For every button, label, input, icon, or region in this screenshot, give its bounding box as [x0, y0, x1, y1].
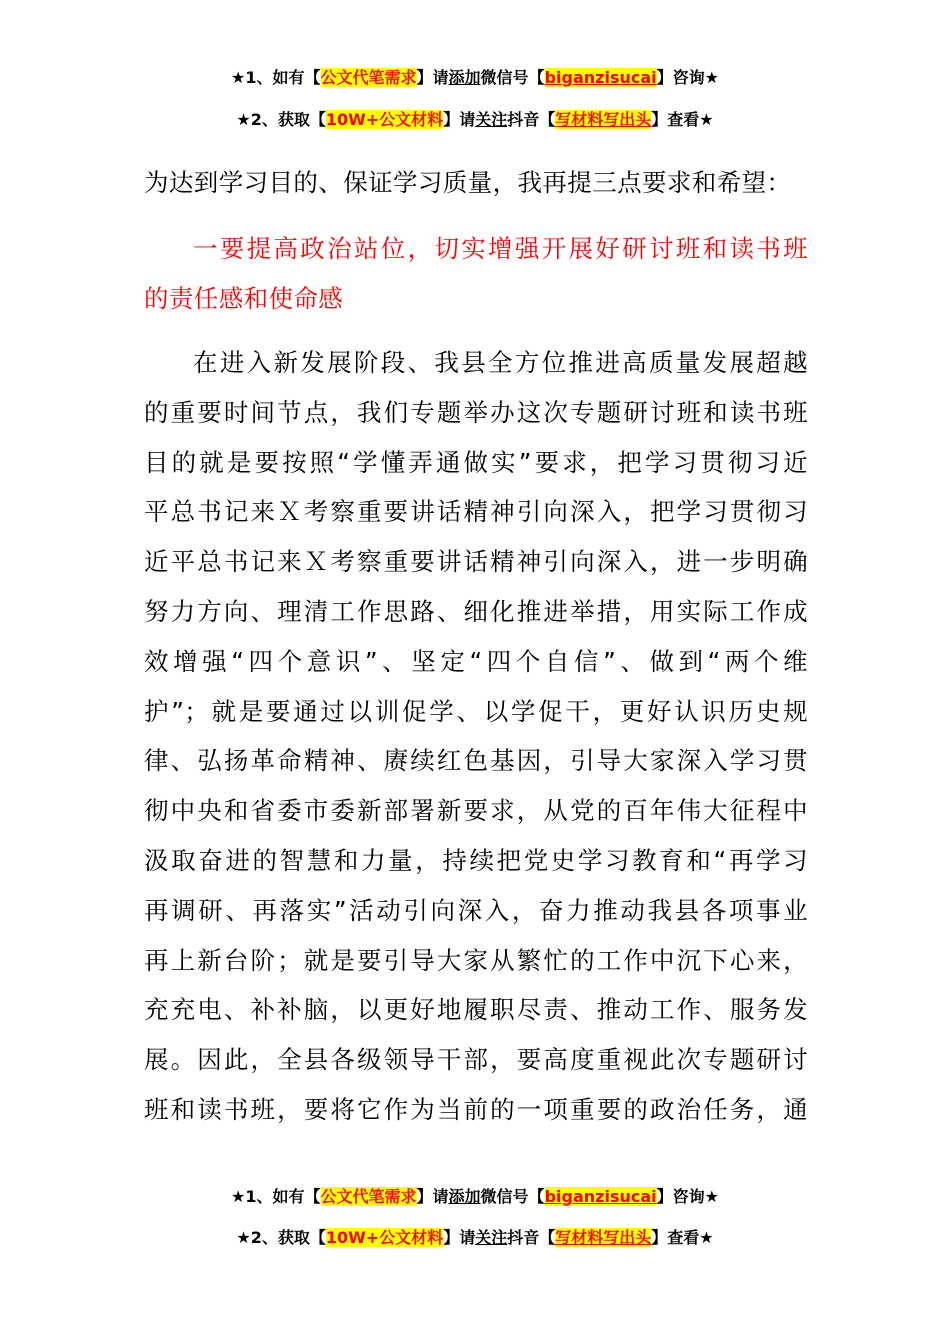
- banner-text: 】请: [443, 110, 476, 129]
- banner-underlined-text: 关注: [475, 110, 508, 129]
- intro-text: 为达到学习目的、保证学习质量，我再提三点要求和希望：: [144, 168, 792, 197]
- section-heading: [144, 224, 808, 324]
- banner-highlight: 10W+公文材料: [325, 110, 444, 129]
- banner-underlined-text: 关注: [475, 1228, 508, 1247]
- body-line: 展。因此，全县各级领导干部，要高度重视此次专题研讨: [144, 1045, 808, 1075]
- body-line: 的重要时间节点，我们专题举办这次专题研讨班和读书班: [144, 397, 808, 427]
- banner-highlight: 10W+公文材料: [325, 1228, 444, 1247]
- body-line: 平总书记来Ｘ考察重要讲话精神引向深入，把学习贯彻习: [144, 497, 808, 527]
- body-line: 律、弘扬革命精神、赓续红色基因，引导大家深入学习贯: [144, 746, 808, 776]
- banner-highlight: 公文代笔需求: [320, 68, 417, 87]
- banner-text: 】查看★: [651, 1228, 714, 1247]
- body-line: 汲取奋进的智慧和力量，持续把党史学习教育和“再学习: [144, 845, 808, 875]
- heading-line: 的责任感和使命感: [144, 283, 344, 313]
- body-line: 目的就是要按照“学懂弄通做实”要求，把学习贯彻习近: [144, 447, 808, 477]
- banner-text: 】请: [416, 1187, 449, 1206]
- banner-text: 】请: [443, 1228, 476, 1247]
- banner-text: ★2、获取【: [236, 110, 326, 129]
- body-line: 护”；就是要通过以训促学、以学促干，更好认识历史规: [144, 696, 808, 726]
- banner-text: ★2、获取【: [236, 1228, 326, 1247]
- banner-highlight: 公文代笔需求: [320, 1187, 417, 1206]
- heading-line: 一要提高政治站位，切实增强开展好研讨班和读书班: [193, 234, 808, 263]
- bottom-banner-line-2: [0, 1226, 950, 1250]
- banner-text: 】查看★: [651, 110, 714, 129]
- banner-text: 抖音【: [507, 1228, 556, 1247]
- body-line: 努力方向、理清工作思路、细化推进举措，用实际工作成: [144, 596, 808, 626]
- body-line: 在进入新发展阶段、我县全方位推进高质量发展超越: [193, 348, 808, 377]
- banner-text: 抖音【: [507, 110, 556, 129]
- banner-underlined-text: 添加: [448, 1187, 481, 1206]
- banner-text: 微信号【: [480, 1187, 545, 1206]
- banner-wechat-id: biganzisucai: [544, 68, 657, 87]
- banner-text: 】请: [416, 68, 449, 87]
- body-line: 彻中央和省委市委新部署新要求，从党的百年伟大征程中: [144, 796, 808, 826]
- banner-douyin-id: 写材料写出头: [555, 110, 652, 129]
- body-line: 近平总书记来Ｘ考察重要讲话精神引向深入，进一步明确: [144, 547, 808, 577]
- banner-wechat-id: biganzisucai: [544, 1187, 657, 1206]
- banner-text: 】咨询★: [656, 1187, 719, 1206]
- body-line: 再上新台阶；就是要引导大家从繁忙的工作中沉下心来，: [144, 945, 808, 975]
- body-line: 再调研、再落实”活动引向深入，奋力推动我县各项事业: [144, 895, 808, 925]
- banner-underlined-text: 添加: [448, 68, 481, 87]
- banner-douyin-id: 写材料写出头: [555, 1228, 652, 1247]
- body-line: 班和读书班，要将它作为当前的一项重要的政治任务，通: [144, 1094, 808, 1124]
- bottom-banner-line-1: [0, 1185, 950, 1209]
- top-banner-line-1: [0, 66, 950, 90]
- body-paragraph: [144, 338, 808, 1135]
- banner-text: ★1、如有【: [231, 1187, 321, 1206]
- top-banner-line-2: [0, 108, 950, 132]
- intro-paragraph: [144, 158, 808, 208]
- banner-text: ★1、如有【: [231, 68, 321, 87]
- banner-text: 】咨询★: [656, 68, 719, 87]
- body-line: 充充电、补补脑，以更好地履职尽责、推动工作、服务发: [144, 995, 808, 1025]
- banner-text: 微信号【: [480, 68, 545, 87]
- body-line: 效增强“四个意识”、坚定“四个自信”、做到“两个维: [144, 646, 808, 676]
